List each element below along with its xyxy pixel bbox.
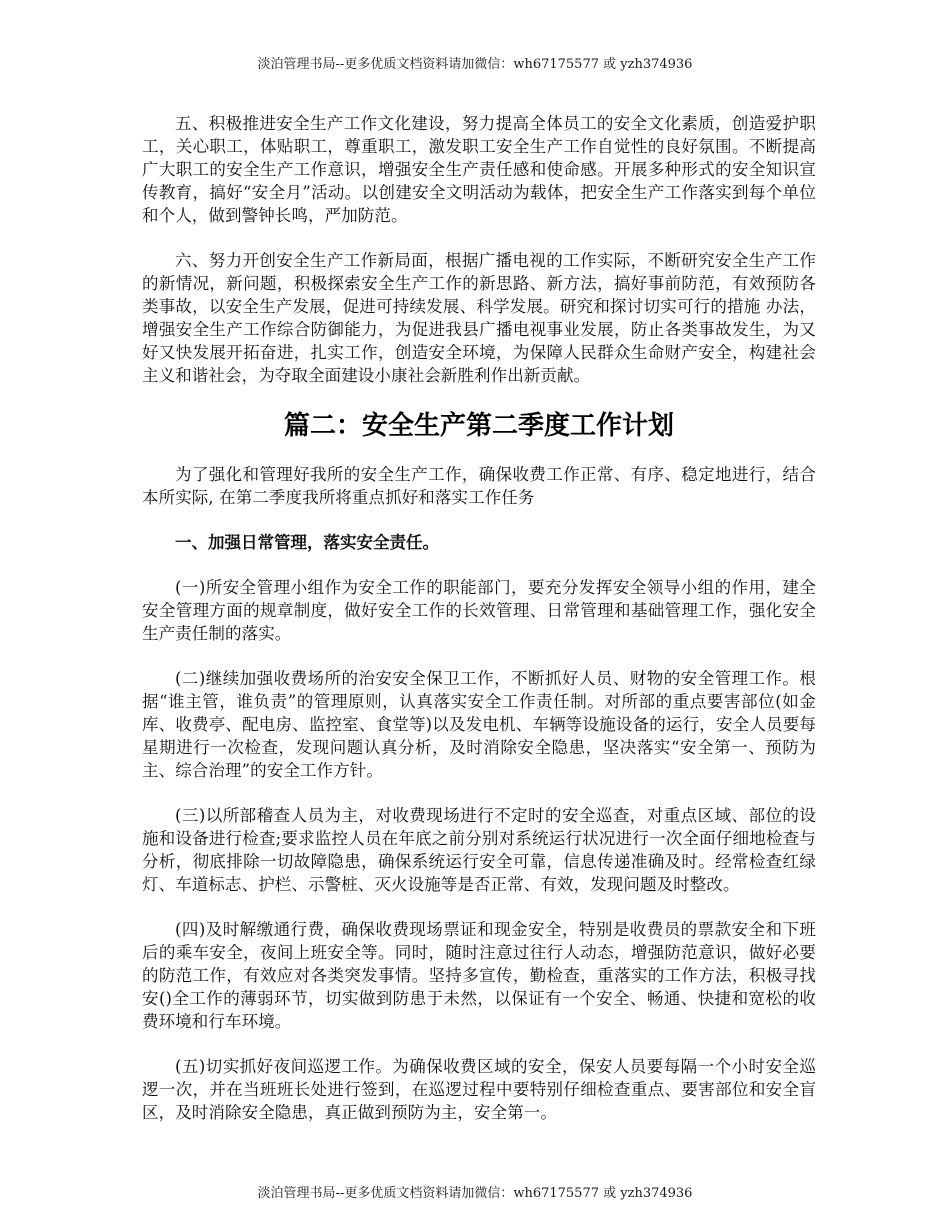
page-header: 淡泊管理书局--更多优质文档资料请加微信：wh67175577 或 yzh374936 <box>257 57 693 72</box>
subheading-daily-management: 一、加强日常管理，落实安全责任。 <box>175 533 439 552</box>
paragraph-six: 六、努力开创安全生产工作新局面，根据广播电视的工作实际，不断研究安全生产工作的新情况，新问题，积极探索安全生产工作的新思路、新方法，搞好事前防范，有效预防各类事故，以安全生产发展，促进可持续发展、科学发展。研究和探讨切实可行的措施 办法，增强安全生产工作综合防御能力，为促进我县广播电视事业发展，防止各类事故发生，为又好又快发展开拓奋进，扎实工作，创造安全环境，为保障人民群众生命财产安全，构建社会主义和谐社会，为夺取全面建设小康社会新胜利作出新贡献。 <box>142 251 816 385</box>
item-one: (一)所安全管理小组作为安全工作的职能部门，要充分发挥安全领导小组的作用，建全安全管理方面的规章制度，做好安全工作的长效管理、日常管理和基础管理工作，强化安全生产责任制的落实。 <box>142 578 816 643</box>
section-title: 篇二：安全生产第二季度工作计划 <box>283 411 674 441</box>
item-five: (五)切实抓好夜间巡逻工作。为确保收费区域的安全，保安人员要每隔一个小时安全巡逻一次，并在当班班长处进行签到，在巡逻过程中要特别仔细检查重点、要害部位和安全盲区，及时消除安全隐患，真正做到预防为主，安全第一。 <box>142 1057 816 1122</box>
document-body <box>142 112 816 1146</box>
item-three: (三)以所部稽查人员为主，对收费现场进行不定时的安全巡查，对重点区域、部位的设施和设备进行检查;要求监控人员在年底之前分别对系统运行状况进行一次全面仔细地检查与分析，彻底排除一切故障隐患，确保系统运行安全可靠，信息传递准确及时。经常检查红绿灯、车道标志、护栏、示警桩、灭火设施等是否正常、有效，发现问题及时整改。 <box>142 806 816 894</box>
section-intro: 为了强化和管理好我所的安全生产工作，确保收费工作正常、有序、稳定地进行，结合本所实际, 在第二季度我所将重点抓好和落实工作任务 <box>142 465 816 507</box>
item-four: (四)及时解缴通行费，确保收费现场票证和现金安全，特别是收费员的票款安全和下班后的乘车安全，夜间上班安全等。同时，随时注意过往行人动态，增强防范意识，做好必要的防范工作，有效应对各类突发事情。坚持多宣传，勤检查，重落实的工作方法，积极寻找安()全工作的薄弱环节，切实做到防患于未然，以保证有一个安全、畅通、快捷和宽松的收费环境和行车环境。 <box>142 920 816 1031</box>
paragraph-five: 五、积极推进安全生产工作文化建设，努力提高全体员工的安全文化素质，创造爱护职工，关心职工，体贴职工，尊重职工，激发职工安全生产工作自觉性的良好氛围。不断提高广大职工的安全生产工作意识，增强安全生产责任感和使命感。开展多种形式的安全知识宣传教育，搞好“安全月”活动。以创建安全文明活动为载体，把安全生产工作落实到每个单位和个人，做到警钟长鸣，严加防范。 <box>142 114 816 225</box>
item-two: (二)继续加强收费场所的治安安全保卫工作，不断抓好人员、财物的安全管理工作。根据“谁主管，谁负责”的管理原则，认真落实安全工作责任制。对所部的重点要害部位(如金库、收费亭、配电房、监控室、食堂等)以及发电机、车辆等设施设备的运行，安全人员要每星期进行一次检查，发现问题认真分析，及时消除安全隐患，坚决落实“安全第一、预防为主、综合治理”的安全工作方针。 <box>142 669 816 780</box>
page-footer: 淡泊管理书局--更多优质文档资料请加微信：wh67175577 或 yzh374936 <box>257 1186 693 1201</box>
